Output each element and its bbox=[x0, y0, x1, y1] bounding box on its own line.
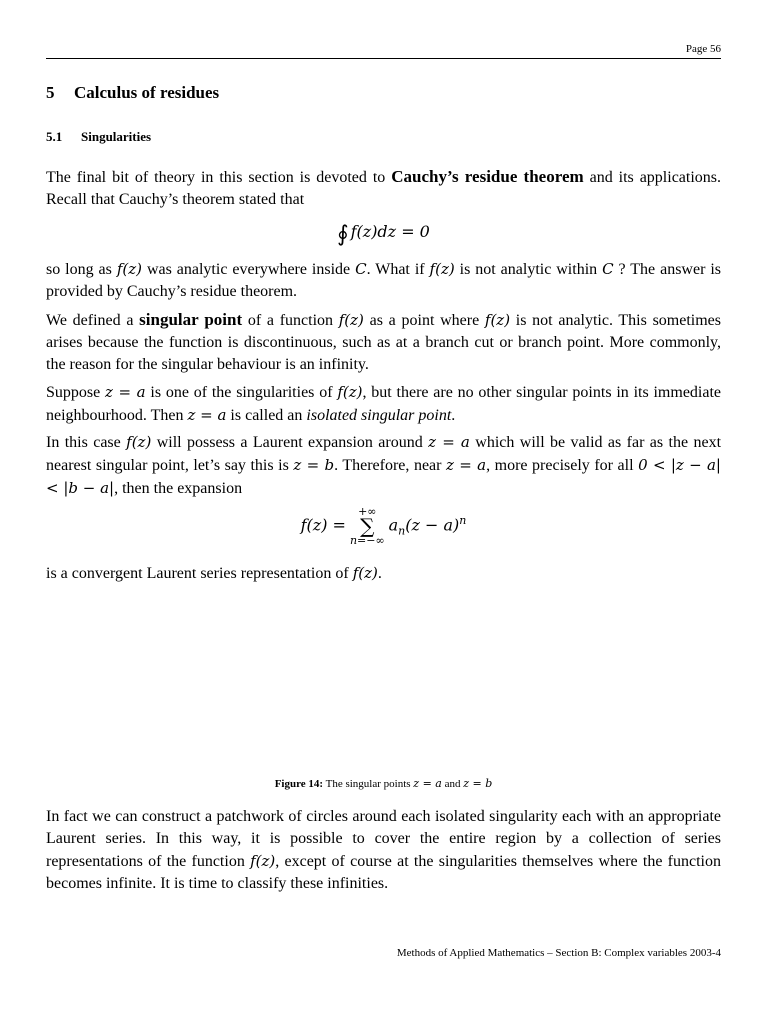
equation-laurent-series bbox=[46, 506, 721, 546]
math-inline: 0 < |z − a| < |b − a| bbox=[46, 456, 721, 497]
header-rule bbox=[46, 58, 721, 59]
math-inline: z = a bbox=[428, 433, 470, 451]
text-run: , then the expansion bbox=[114, 480, 243, 497]
equation-body: f(z)dz = 0 bbox=[350, 222, 430, 241]
text-run: . What if bbox=[366, 261, 430, 278]
text-run: . Therefore, near bbox=[334, 457, 447, 474]
math-inline: C bbox=[355, 260, 367, 278]
math-inline: C bbox=[602, 260, 614, 278]
text-run: of a function bbox=[242, 312, 339, 329]
paragraph-singular-point-definition bbox=[46, 309, 721, 376]
math-inline: z = a bbox=[187, 406, 227, 424]
text-run: is one of the singularities of bbox=[145, 384, 338, 401]
math-inline: f(z) bbox=[484, 311, 511, 329]
text-run: In this case bbox=[46, 434, 127, 451]
section-title-text: Calculus of residues bbox=[74, 83, 220, 102]
text-run: is a convergent Laurent series representation of bbox=[46, 565, 353, 582]
math-inline: z = b bbox=[293, 456, 335, 474]
text-run: which will be valid as far as the next nearest singular point, let’s say this is bbox=[46, 434, 722, 474]
subsection-title bbox=[46, 129, 151, 145]
text-run: , but there are no other singular points in its immediate neighbourhood. Then bbox=[46, 384, 722, 424]
text-run: was analytic everywhere inside bbox=[142, 261, 356, 278]
text-run: ? The answer is provided by Cauchy’s residue theorem. bbox=[46, 261, 722, 300]
paragraph-convergent-series bbox=[46, 562, 721, 585]
section-number: 5 bbox=[46, 83, 55, 102]
sum-lower-limit: n=−∞ bbox=[349, 534, 385, 547]
subsection-title-text: Singularities bbox=[81, 129, 152, 144]
figure-caption bbox=[46, 777, 721, 790]
term-isolated-singular-point: isolated singular point bbox=[306, 407, 452, 424]
term-singular-point: singular point bbox=[139, 310, 243, 329]
equation-lhs: f(z) = bbox=[300, 515, 346, 535]
math-inline: z = a bbox=[413, 777, 442, 790]
equation-cauchy-theorem bbox=[46, 222, 721, 247]
summation bbox=[350, 506, 385, 546]
series-term: (z − a) bbox=[405, 515, 460, 535]
text-run: so long as bbox=[46, 261, 117, 278]
math-inline: f(z) bbox=[352, 564, 378, 582]
math-inline: f(z) bbox=[116, 260, 143, 278]
coefficient: a bbox=[388, 515, 399, 535]
math-inline: f(z) bbox=[338, 311, 364, 329]
series-power: n bbox=[459, 514, 467, 528]
text-run: is called an bbox=[226, 407, 307, 424]
text-run: We defined a bbox=[46, 312, 140, 329]
paragraph-residue-intro bbox=[46, 166, 721, 211]
text-run: and its applications. Recall that Cauchy’s theorem stated that bbox=[46, 169, 722, 208]
math-inline: f(z) bbox=[337, 383, 363, 401]
subsection-number: 5.1 bbox=[46, 129, 63, 144]
text-run: is not analytic. This sometimes arises because the function is discontinuous, such as at a branch cut or branch point. More commonly, the reason for the singular behaviour is an infinity. bbox=[46, 312, 722, 373]
text-run: will possess a Laurent expansion around bbox=[151, 434, 429, 451]
text-run: , except of course at the singularities themselves where the function becomes infinite. It is time to classify these infinities. bbox=[46, 853, 722, 892]
text-run: as a point where bbox=[363, 312, 485, 329]
contour-integral-symbol: ∮ bbox=[337, 222, 349, 247]
math-inline: z = b bbox=[463, 777, 493, 790]
page-footer: Methods of Applied Mathematics – Section B: Complex variables 2003-4 bbox=[396, 947, 721, 959]
math-inline: z = a bbox=[446, 456, 487, 474]
text-run: Suppose bbox=[46, 384, 106, 401]
term-cauchy-residue-theorem: Cauchy’s residue theorem bbox=[391, 167, 584, 186]
text-run: . bbox=[451, 407, 456, 424]
math-inline: f(z) bbox=[429, 260, 455, 278]
text-run: is not analytic within bbox=[454, 261, 603, 278]
paragraph-isolated-singular-point bbox=[46, 381, 721, 427]
page-number: Page 56 bbox=[685, 43, 721, 55]
sigma-symbol: ∑ bbox=[360, 514, 375, 538]
math-inline: f(z) bbox=[250, 852, 276, 870]
math-inline: f(z) bbox=[126, 433, 152, 451]
paragraph-analytic-question bbox=[46, 258, 721, 303]
caption-text: and bbox=[441, 778, 464, 790]
paragraph-patchwork bbox=[46, 806, 721, 895]
text-run: . bbox=[377, 565, 382, 582]
figure-label: Figure 14: bbox=[274, 778, 324, 790]
sum-upper-limit: +∞ bbox=[358, 505, 377, 518]
paragraph-laurent-expansion bbox=[46, 431, 721, 500]
text-run: , more precisely for all bbox=[486, 457, 639, 474]
coefficient-index: n bbox=[398, 524, 406, 538]
text-run: In fact we can construct a patchwork of circles around each isolated singularity each with an appropriate Laurent series. In this way, it is possible to cover the entire region by a collection of series representations of the function bbox=[46, 808, 721, 870]
math-inline: z = a bbox=[105, 383, 146, 401]
text-run: The final bit of theory in this section is devoted to bbox=[46, 169, 392, 186]
section-title bbox=[46, 83, 219, 103]
caption-text: The singular points bbox=[323, 778, 414, 790]
